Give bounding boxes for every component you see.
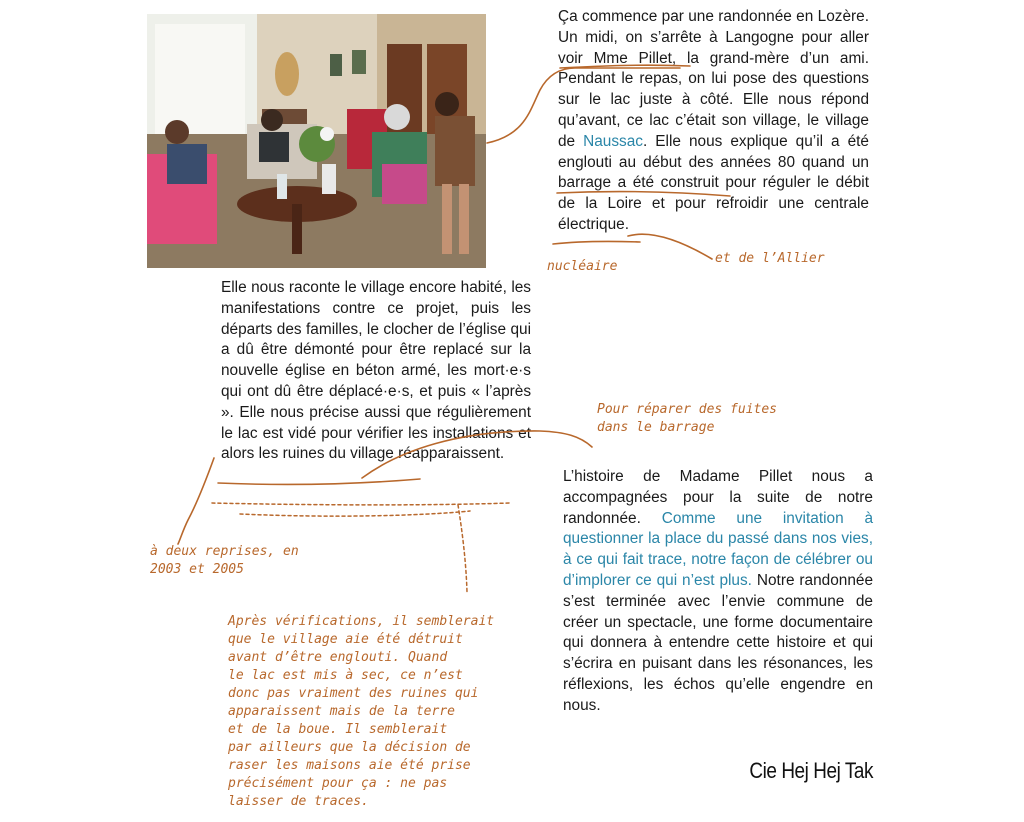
p2-line: Elle nous raconte le village encore	[221, 279, 457, 296]
p1-line: d’un ami. Pendant le repas, on lui pose	[558, 49, 869, 88]
naussac-highlight: Naussac	[583, 132, 644, 150]
company-signature: Cie Hej Hej Tak	[749, 758, 873, 783]
p1-line: nous explique qu’il a été englouti au	[558, 132, 869, 171]
allier-connector	[628, 234, 712, 259]
p2-line: ruines du village réapparaissent.	[282, 445, 505, 463]
pillet-connector	[487, 68, 680, 143]
p1-line: son village, le village de	[558, 111, 869, 150]
note-nucleaire: nucléaire	[547, 259, 618, 274]
p2-line: projet, puis les départs des familles, le	[221, 299, 531, 338]
p2-line: clocher de l’église qui a dû être démonté	[221, 320, 532, 359]
p2-line: en béton armé, les mort·e·s qui ont dû	[221, 362, 531, 400]
invitation-highlight: vies, à ce qui fait trace, notre façon de	[563, 530, 873, 569]
note-fuites: Pour réparer des fuites dans le barrage	[597, 402, 778, 435]
p2-line: vérifier les installations et alors les	[221, 424, 532, 463]
note-reprises: à deux reprises, en 2003 et 2005	[150, 544, 299, 577]
p1-line: des questions sur le lac juste à côté.	[558, 70, 869, 109]
verifications-dashed-connector	[458, 505, 467, 592]
fuites-connector	[362, 431, 592, 478]
p2-line: Elle nous précise aussi que	[239, 403, 432, 421]
note-verifications: Après vérifications, il semblerait que le village aie été détruit avant d’être englouti. Quand le lac est mis à sec, ce n’est donc pas vraiment des ruines qui apparaissent mais de la terre et de la boue. Il semblerait par ailleurs que la décision de raser les maisons aie été prise précisément pour ça : ne pas laisser de traces.	[228, 614, 495, 809]
ruines-dashed-underline-2	[240, 511, 470, 516]
reprises-connector	[178, 458, 214, 544]
invitation-highlight: célébrer ou d’implorer ce qui n’est plus.	[563, 551, 873, 589]
p3-line: une forme documentaire qui donnera à	[563, 613, 873, 652]
p1-line: début des années 80 quand un barrage	[558, 153, 869, 192]
invitation-highlight: Comme une invitation à	[661, 509, 874, 527]
annees-underline	[557, 192, 730, 196]
p3-line: Notre randonnée s’est terminée avec	[563, 571, 874, 610]
p3-line: réflexions, les échos qu’elle engendre	[563, 675, 846, 693]
p1-line: Elle nous répond qu’avant, ce lac c’était	[558, 91, 870, 129]
p2-line: régulièrement le lac est vidé pour	[221, 403, 531, 442]
ruines-dashed-underline	[212, 503, 510, 505]
verifier-underline	[218, 479, 420, 484]
note-allier: et de l’Allier	[715, 251, 825, 266]
p3-line: l’envie commune de créer un spectacle,	[563, 592, 873, 631]
p1-line: a été construit pour réguler le débit de	[558, 174, 870, 213]
electrique-strike	[553, 241, 640, 244]
p2-line: pour être replacé sur la nouvelle église	[221, 341, 531, 380]
p2-line: habité, les manifestations contre ce	[221, 279, 531, 317]
p3-line: randonnée.	[563, 509, 662, 527]
p1-line: Ça commence par une randonnée en	[558, 8, 814, 25]
p2-line: être déplacé·e·s, et puis « l’après ».	[221, 382, 532, 421]
p3-line: L’histoire de Madame Pillet nous a	[563, 468, 873, 485]
invitation-highlight: questionner la place du passé dans nos	[563, 530, 837, 548]
p1-line: pour aller voir Mme Pillet, la grand-mère	[558, 28, 869, 67]
p1-line: . Elle	[643, 132, 681, 150]
p3-line: en puisant dans les résonances, les	[618, 655, 873, 673]
p3-line: entendre cette histoire et qui s’écrira	[563, 634, 873, 673]
p1-line: la Loire et pour refroidir une centrale	[585, 195, 869, 213]
p1-line: électrique.	[558, 215, 630, 233]
p3-line: accompagnées pour la suite de notre	[563, 488, 873, 506]
p3-line: en nous.	[563, 675, 874, 714]
p1-line: Lozère. Un midi, on s’arrête à Langogne	[558, 8, 869, 46]
